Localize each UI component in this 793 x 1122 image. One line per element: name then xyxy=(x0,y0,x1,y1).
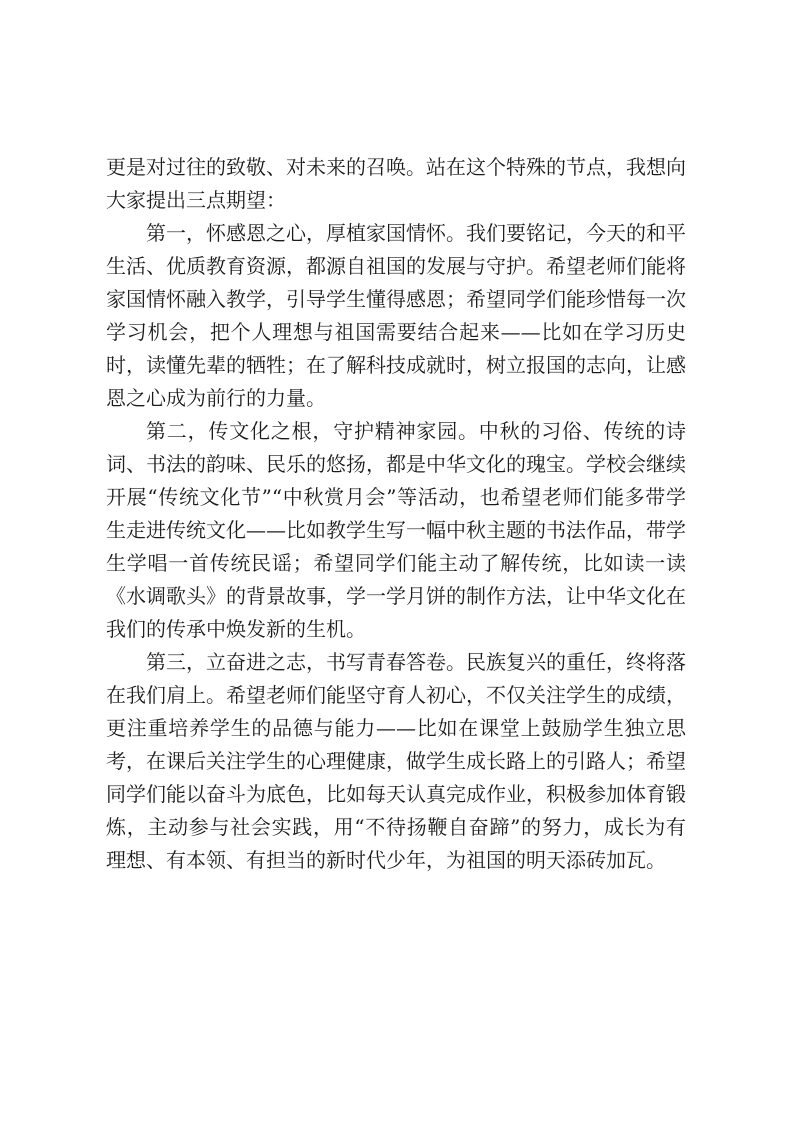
paragraph-intro: 更是对过往的致敬、对未来的召唤。站在这个特殊的节点，我想向大家提出三点期望： xyxy=(106,155,686,212)
paragraph-gratitude: 第一，怀感恩之心，厚植家国情怀。我们要铭记，今天的和平生活、优质教育资源，都源自祖国的发展与守护。希望老师们能将家国情怀融入教学，引导学生懂得感恩；希望同学们能珍惜每一次学习机会，把个人理想与祖国需要结合起来——比如在学习历史时，读懂先辈的牺牲；在了解科技成就时，树立报国的志向，让感恩之心成为前行的力量。 xyxy=(106,221,686,410)
document-page xyxy=(106,151,686,877)
paragraph-aspiration: 第三，立奋进之志，书写青春答卷。民族复兴的重任，终将落在我们肩上。希望老师们能坚守育人初心，不仅关注学生的成绩，更注重培养学生的品德与能力——比如在课堂上鼓励学生独立思考，在课后关注学生的心理健康，做学生成长路上的引路人；希望同学们能以奋斗为底色，比如每天认真完成作业，积极参加体育锻炼，主动参与社会实践，用“不待扬鞭自奋蹄”的努力，成长为有理想、有本领、有担当的新时代少年，为祖国的明天添砖加瓦。 xyxy=(106,650,686,872)
paragraph-culture: 第二，传文化之根，守护精神家园。中秋的习俗、传统的诗词、书法的韵味、民乐的悠扬，都是中华文化的瑰宝。学校会继续开展“传统文化节”“中秋赏月会”等活动，也希望老师们能多带学生走进传统文化——比如教学生写一幅中秋主题的书法作品，带学生学唱一首传统民谣；希望同学们能主动了解传统，比如读一读《水调歌头》的背景故事，学一学月饼的制作方法，让中华文化在我们的传承中焕发新的生机。 xyxy=(106,419,686,641)
